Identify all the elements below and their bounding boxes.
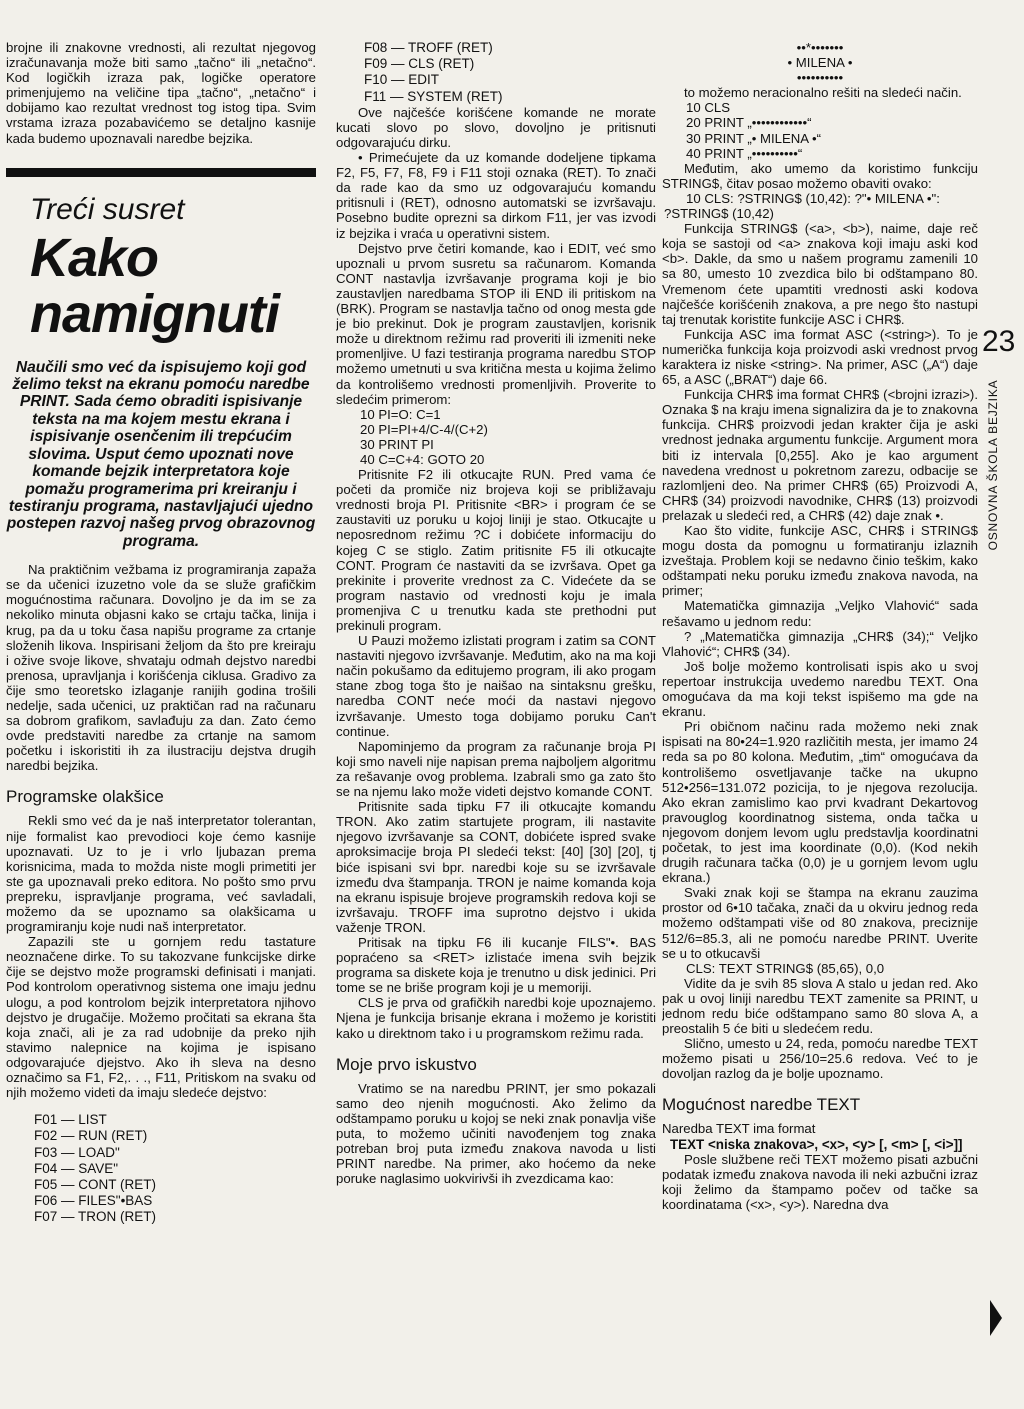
function-key-item: F08 — TROFF (RET) [364,40,493,55]
code-line: 20 PRINT „••••••••••••“ [686,115,812,131]
function-key-item: F11 — SYSTEM (RET) [364,88,503,104]
star-frame-line: • MILENA • [787,55,853,71]
function-key-item: F04 — SAVE" [34,1160,119,1176]
syntax-line: TEXT <niska znakova>, <x>, <y> [, <m> [, <i>]] [670,1136,963,1152]
body-paragraph: Dejstvo prve četiri komande, kao i EDIT, već smo upoznali u prvom susretu sa računarom. Komanda CONT nastavlja izvršavanje programa koji je bio zaustavljen naredbama STOP ili END ili pritiskom na (BRK). Program se nastavlja tačno od onog mesta gde je bio prekinut. Dok je program zaustavljen, korisnik može u direktnom režimu rad proveriti ili izmeniti neke promenljive. U fazi testiranja programa naredbu STOP možemo umetnuti u sva kritična mesta u kojima želimo da kontrolišemo vrednosti promenljivih. Proverite to sledećim primerom: [336,240,656,407]
code-line: ?STRING$ (10,42) [664,206,774,222]
subheading-programske-olaksice: Programske olakšice [6,787,164,807]
code-line: 10 CLS: ?STRING$ (10,42): ?"• MILENA •": [686,190,940,206]
intro-paragraph: brojne ili znakovne vrednosti, ali rezultat njegovog izračunavanja može biti samo „tačno“ ili „netačno“. Kod logičkih izraza pak, logičke operatore primenjujemo na veličine tipa „tačno“, „netačno“ i dobijamo kao rezultat vrednost tog istog tipa. Svim vrstama izraza pozabavićemo se detaljno kasnije kada budemo upoznavali naredbe bejzika. [6,40,316,146]
body-paragraph: CLS je prva od grafičkih naredbi koje upoznajemo. Njena je funkcija brisanje ekrana i možemo je koristiti kako u direktnom tako i u programskom režimu rada. [336,995,656,1041]
body-paragraph: Matematička gimnazija „Veljko Vlahović“ sada rešavamo u jednom redu: [662,598,978,629]
article-title-line-1: Kako [30,227,159,288]
body-paragraph: Ove najčešće korišćene komande ne morate kucati slovo po slovo, dovoljno je pritisnuti odgovarajuću dirku. [336,104,656,150]
subheading-mogucnost-naredbe-text: Mogućnost naredbe TEXT [662,1095,861,1115]
body-paragraph: Vidite da je svih 85 slova A stalo u jedan red. Ako pak u ovoj liniji naredbu TEXT zamenite sa PRINT, u jednom redu biće odštampano samo 80 slova A, a preostalih 5 će biti u sledećem redu. [662,975,978,1037]
code-line: 40 C=C+4: GOTO 20 [360,451,485,467]
subheading-moje-prvo-iskustvo: Moje prvo iskustvo [336,1054,477,1074]
function-key-item: F02 — RUN (RET) [34,1128,148,1144]
column-3 [662,40,978,1385]
body-paragraph: Napominjemo da program za računanje broja PI koji smo naveli nije napisan prema najboljem algoritmu za rešavanje ovog problema. Izabrali smo ga zato što se na njemu lako može videti dejstvo komande CONT. [336,738,656,800]
body-paragraph: to možemo neracionalno rešiti na sledeći način. [684,85,962,101]
function-key-item: F10 — EDIT [364,72,440,88]
code-line: 10 PI=O: C=1 [360,406,441,422]
column-2 [336,40,656,1385]
code-line: 30 PRINT PI [360,436,434,452]
body-paragraph: Pri običnom načinu rada možemo neki znak ispisati na 80•24=1.920 različitih mesta, jer imamo 24 reda sa po 80 kolona. Međutim, „tim“ omogućava da kontrolišemo osvetljavanje tačke na ukupno 512•256=131.072 pozicija, to je njegova rezolucija. Ako ekran zamislimo kao prvi kvadrant Dekartovog pravouglog koordinatnog sistema, onda tačka u njegovom donjem levom uglu predstavlja koordinatni početak, to jest ima koordinate (0,0). (Kod nekih drugih računara tačka (0,0) je u gornjem levom uglu ekrana.) [662,719,978,886]
body-paragraph: U Pauzi možemo izlistati program i zatim sa CONT nastaviti njegovo izvršavanje. Međutim, ako na ma koji način pokušamo da editujemo program, ili ako progam stane zbog toga što je naišao na sintaksnu grešku, naredba CONT neće moći da nastavi njegovo izvršavanje. Umesto toga dobijamo poruku Can't continue. [336,633,656,739]
code-line: 10 CLS [686,100,730,116]
body-paragraph: Na praktičnim vežbama iz programiranja zapaža se da učenici izuzetno vole da se služe grafičkim mogućnostima računara. Dovoljno je da im se za nekoliko minuta objasni kako se crtaju tačka, linija i krug, pa da u toku časa napišu programe za crtanje složenih likova. Inspirisani željom da što pre kreiraju i ožive svoje likove, shvataju odmah dejstvo naredbi prenosa, upravljanja i korišćenja ciklusa. Gradivo za čije smo teoretsko izlaganje ranijih godina trošili nedelje, sada učenici, uz praktičan rad na računaru sa dobrom grafikom, savlađuju za dan. Zato ćemo ovde predstaviti naredbe za crtanje na samom početku i iskoristiti ih za ilustraciju dejstva drugih naredbi bejzika. [6,562,316,774]
body-paragraph: ? „Matematička gimnazija „CHR$ (34);“ Veljko Vlahović“; CHR$ (34). [662,628,978,659]
body-paragraph: Još bolje možemo kontrolisati ispis ako u svoj repertoar instrukcija uvedemo naredbu TEXT. Ona omogućava da ma koji tekst ispišemo ma gde na ekranu. [662,658,978,720]
body-paragraph: Funkcija CHR$ ima format CHR$ (<brojni izrazi>). Oznaka $ na kraju imena signalizira da je to znakovna funkcija. CHR$ proizvodi jedan krakter čija je aski vrednost jednaka argumentu funkcije. Argument mora biti iz intervala [0,255]. Ako je kao argument navedena vrednost u pokretnom zarezu, odbacije se razlomljeni deo. Na primer CHR$ (65) Proizvodi A, CHR$ (34) proizvodi navodnike, CHR$ (13) proizvodi prelazak u sledeći red, a CHR$ (42) daje znak •. [662,387,978,523]
page-number: 23 [982,325,1016,358]
body-paragraph: Posle službene reči TEXT možemo pisati azbučni podatak između znakova navoda ili neki azbučni izraz koji želimo da štampamo počev od tačke sa koordinatama (<x>, <y>). Naredna dva [662,1151,978,1212]
section-divider [6,168,316,177]
side-title-text: OSNOVNA ŠKOLA BEJZIKA [986,379,1000,551]
body-paragraph: Kao što vidite, funkcije ASC, CHR$ i STRING$ mogu dosta da pomognu u formatiranju izlaznih izveštaja. Problem koji se nedavno činio teškim, kako odštampati neku poruku između znakova navoda, na primer; [662,523,978,599]
body-paragraph: Funkcija ASC ima format ASC (<string>). To je numerička funkcija koja proizvodi aski vrednost prvog karaktera iz niske <string>. Na primer, ASC („A“) daje 65, a ASC („BRAT“) daje 66. [662,326,978,388]
body-paragraph: Pritisnite sada tipku F7 ili otkucajte komandu TRON. Ako zatim startujete program, ili nastavite njegovo izvršavanje sa CONT, dobićete ispred svake aproksimacije broja PI sledeći tekst: [40] [30] [20], tj biće ispisani svi bpr. naredbi koje su se izvršavale između dva štampanja. TRON je naime komanda koja na ekranu ispisuje brojeve programskih redova koji se izvršavaju. TROFF ima suprotno dejstvo i ukida važenje TRON. [336,799,656,935]
article-lead: Naučili smo već da ispisujemo koji god želimo tekst na ekranu pomoću naredbe PRINT. Sada ćemo obraditi ispisivanje teksta na ma kojem mestu ekrana i ispisivanje osenčenim ili trepćućim slovima. Usput ćemo upoznati nove komande bejzik interpretatora koje pomažu programerima pri kreiranju i testiranju programa, nastavljajući ujedno postepen razvoj našeg prvog obrazovnog programa. [6,358,316,550]
body-paragraph: • Primećujete da uz komande dodeljene tipkama F2, F5, F7, F8, F9 i F11 stoji oznaka (RET). To znači da rade kao da smo uz odgovarajuću komandu pritisnuli i (RET), odnosno automatski se izvršavaju. Posebno budite oprezni sa dirkom F11, jer vas izvodi iz bejzika i vraća u operativni sistem. [336,150,656,241]
section-kicker: Treći susret [30,192,185,226]
function-key-item: F06 — FILES"•BAS [34,1193,153,1209]
function-key-item: F09 — CLS (RET) [364,56,475,72]
body-paragraph: Svaki znak koji se štampa na ekranu zauzima prostor od 6•10 tačaka, znači da u okviru jednog reda možemo odštampati više od 80 znakova, preciznije 512/6=85.3, ali ne pomoću naredbe PRINT. Uverite se u to otkucavši [662,885,978,961]
function-key-item: F03 — LOAD" [34,1144,120,1160]
code-line: 20 PI=PI+4/C-4/(C+2) [360,421,488,437]
function-key-item: F07 — TRON (RET) [34,1209,157,1225]
body-paragraph: Pritisak na tipku F6 ili kucanje FILS"•. BAS popraćeno sa <RET> izlistaće imena svih bejzik programa sa diskete koja je trenutno u disk jedinici. Pri tome se ne briše program koji je u memoriji. [336,934,656,996]
continue-arrow-icon [990,1300,1002,1336]
body-paragraph: Rekli smo već da je naš interpretator tolerantan, nije formalist kao prevodioci koje ćemo kasnije upoznavati. Uz to je i vrlo ljubazan prema korisnicima, mada to možda niste mogli primetiti jer ste ga upoznavali preko editora. No pošto smo prvu prepreku, ispravljanje programa, već savladali, možemo da se upoznamo sa olakšicama u programiranju koje nudi naš interpretator. [6,813,316,935]
star-frame-line: •••••••••• [796,70,844,86]
function-key-item: F01 — LIST [34,1112,107,1128]
code-line: 30 PRINT „• MILENA •“ [686,130,822,146]
body-paragraph: Pritisnite F2 ili otkucajte RUN. Pred vama će početi da promiče niz brojeva koji se približavaju vrednosti broja PI. Pritisnite <BR> i program će se zaustaviti uz poruku u kojoj liniji je stao. Otkucajte u neposrednom režimu ?C i dobićete informaciju do kojeg C se stiglo. Zatim pritisnite F5 ili otkucajte CONT. Program će nastaviti da se izvršava. Opet ga prekinite i proverite vrednost za C. Videćete da se program nastavio od vrednosti koju je imala promenjiva C u trenutku kada ste prethodni put prekinuli program. [336,467,656,633]
side-title [973,360,1013,570]
body-paragraph: Naredba TEXT ima format [662,1121,816,1137]
body-paragraph: Funkcija STRING$ (<a>, <b>), naime, daje reč koja se sastoji od <a> znakova koji imaju aski kod <b>. Dakle, da smo u našem programu zamenili 10 sa 80, umesto 10 zvezdica bilo bi odštampano 80. Vremenom ćete upamtiti vrednosti aski kodova najčešće korišćenih znakova, a pre nego što nastupi taj trenutak koristite funkcije ASC i CHR$. [662,221,978,327]
body-paragraph: Vratimo se na naredbu PRINT, jer smo pokazali samo deo njenih mogućnosti. Ako želimo da odštampamo poruku u kojoj se neki znak ponavlja više puta, to možemo učiniti navođenjem tog znaka potreban broj puta između znakova navoda u listi PRINT naredbe. Na primer, ako hoćemo da neke poruke naglasimo uokvirivši ih zvezdicama kao: [336,1080,656,1187]
star-frame-line: ••*••••••• [796,40,844,55]
body-paragraph: Međutim, ako umemo da koristimo funkciju STRING$, čitav posao možemo obaviti ovako: [662,160,978,191]
article-title-line-2: namignuti [30,283,279,344]
column-1 [6,40,316,1380]
function-key-item: F05 — CONT (RET) [34,1177,157,1193]
code-line: 40 PRINT „••••••••••“ [686,145,803,161]
body-paragraph: Zapazili ste u gornjem redu tastature neoznačene dirke. To su takozvane funkcijske dirke čije se dejstvo može programski definisati i manjati. Pod kontrolom operativnog sistema one imaju jednu ulogu, a pod kontrolom bejzik interpretatora njihovo dejstvo je drugačije. Možemo pročitati sa ekrana šta koja znači, ali je za rad udobnije da preko njih stavimo nalepnice na kojima je ispisano odgovarajuće djejstvo. Ako ih sleva na desno označimo sa F1, F2,. . ., F11, Pritiskom na svaku od njih možemo videti da imaju sledeće dejstvo: [6,934,316,1101]
code-line: CLS: TEXT STRING$ (85,65), 0,0 [686,960,885,976]
body-paragraph: Slično, umesto u 24, reda, pomoću naredbe TEXT možemo pisati u 256/10=25.6 redova. Već to je dovoljan razlog da je bolje upoznamo. [662,1036,978,1082]
